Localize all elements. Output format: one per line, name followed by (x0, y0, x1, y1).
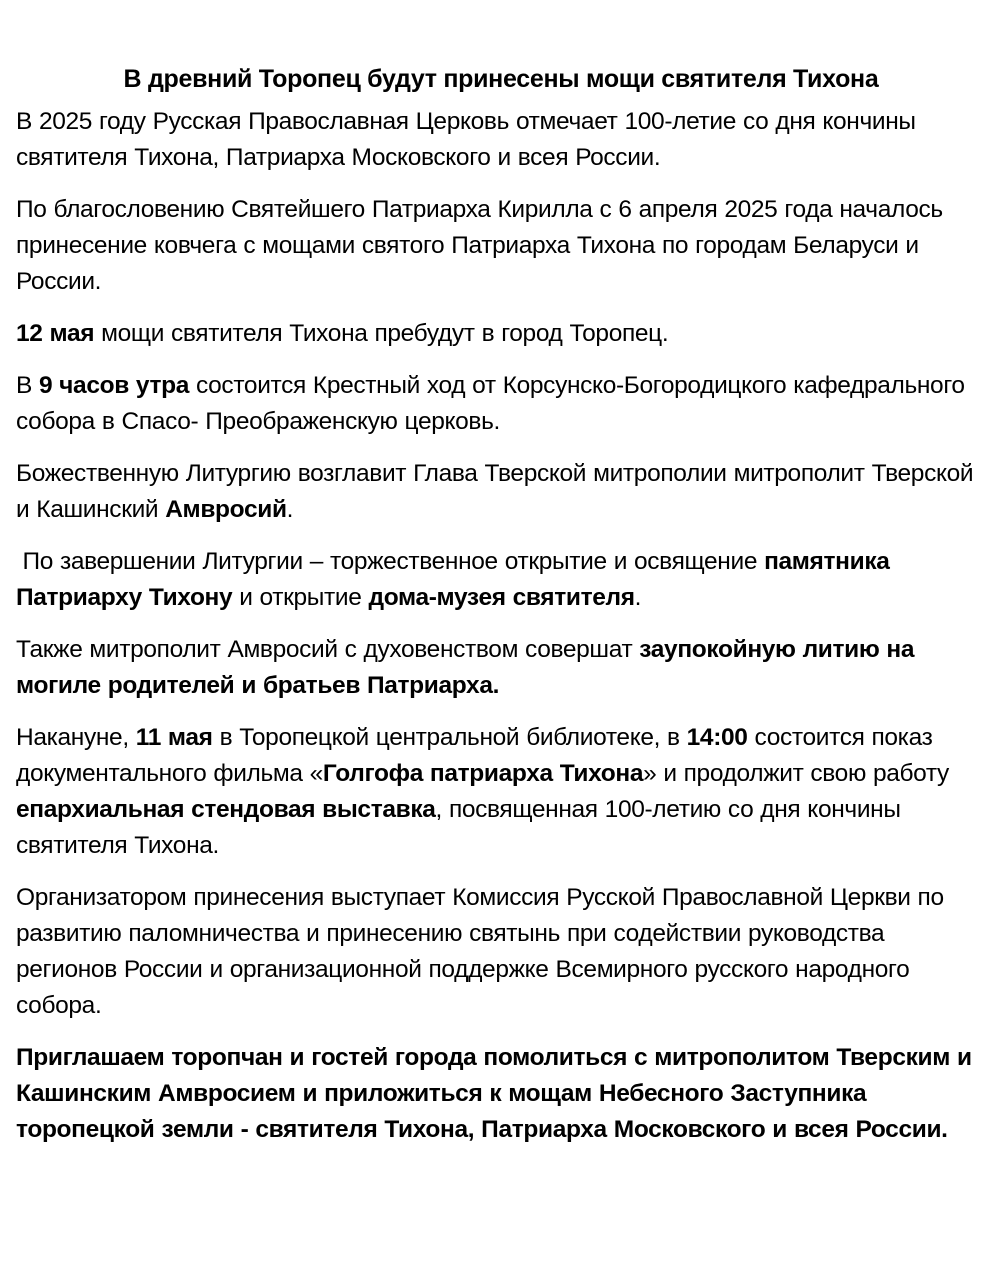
liturgy-text-end: . (286, 496, 294, 523)
procession-text-start: В (16, 372, 39, 399)
monument-text-end: . (634, 584, 642, 611)
invitation-text: Приглашаем торопчан и гостей города помолиться с митрополитом Тверским и Кашинским Амвросием и приложиться к мощам Небесного Заступника торопецкой земли - святителя Тихона, Патриарха Московского и всея России. (16, 1044, 972, 1143)
monument-text-middle: и открытие (232, 584, 369, 611)
document (16, 62, 986, 1164)
procession-text: состоится Крестный ход от Корсунско-Богородицкого кафедрального собора в Спасо- Преображенскую церковь. (16, 372, 965, 435)
film-date: 11 мая (135, 724, 213, 751)
film-time: 14:00 (686, 724, 748, 751)
litiya-text: Также митрополит Амвросий с духовенством совершат (16, 636, 640, 663)
arrival-text: мощи святителя Тихона пребудут в город Торопец. (94, 320, 669, 347)
film-text-2: в Торопецкой центральной библиотеке, в (212, 724, 687, 751)
paragraph-procession (16, 368, 986, 440)
paragraph-litiya (16, 632, 986, 704)
paragraph-arrival-date (16, 316, 986, 352)
paragraph-blessing: По благословению Святейшего Патриарха Кирилла с 6 апреля 2025 года началось принесение ковчега с мощами святого Патриарха Тихона по городам Беларуси и России. (16, 196, 943, 295)
paragraph-anniversary: В 2025 году Русская Православная Церковь отмечает 100-летие со дня кончины святителя Тихона, Патриарха Московского и всея России. (16, 108, 916, 171)
paragraph-liturgy (16, 456, 986, 528)
arrival-date: 12 мая (16, 320, 95, 347)
museum-name: дома-музея святителя (368, 584, 635, 611)
film-text-3: состоится показ документального фильма « (16, 724, 933, 787)
monument-name: памятника Патриарху Тихону (16, 548, 890, 611)
paragraph-monument (16, 544, 986, 616)
film-title: Голгофа патриарха Тихона (322, 760, 644, 787)
litiya-bold: заупокойную литию на могиле родителей и братьев Патриарха. (16, 636, 915, 699)
exhibition-name: епархиальная стендовая выставка (16, 796, 436, 823)
liturgy-metropolitan: Амвросий (165, 496, 287, 523)
monument-text-start: По завершении Литургии – торжественное открытие и освящение (16, 548, 765, 575)
procession-time: 9 часов утра (38, 372, 190, 399)
paragraph-film (16, 720, 986, 864)
document-title: В древний Торопец будут принесены мощи святителя Тихона (123, 65, 879, 93)
film-text-1: Накануне, (16, 724, 136, 751)
film-text-4: » и продолжит свою работу (643, 760, 949, 787)
film-text-5: , посвященная 100-летию со дня кончины святителя Тихона. (16, 796, 901, 859)
liturgy-text: Божественную Литургию возглавит Глава Тверской митрополии митрополит Тверской и Кашинский (16, 460, 974, 523)
paragraph-organizer: Организатором принесения выступает Комиссия Русской Православной Церкви по развитию паломничества и принесению святынь при содействии руководства регионов России и организационной поддержке Всемирного русского народного собора. (16, 884, 944, 1019)
paragraph-invitation (16, 1040, 986, 1148)
